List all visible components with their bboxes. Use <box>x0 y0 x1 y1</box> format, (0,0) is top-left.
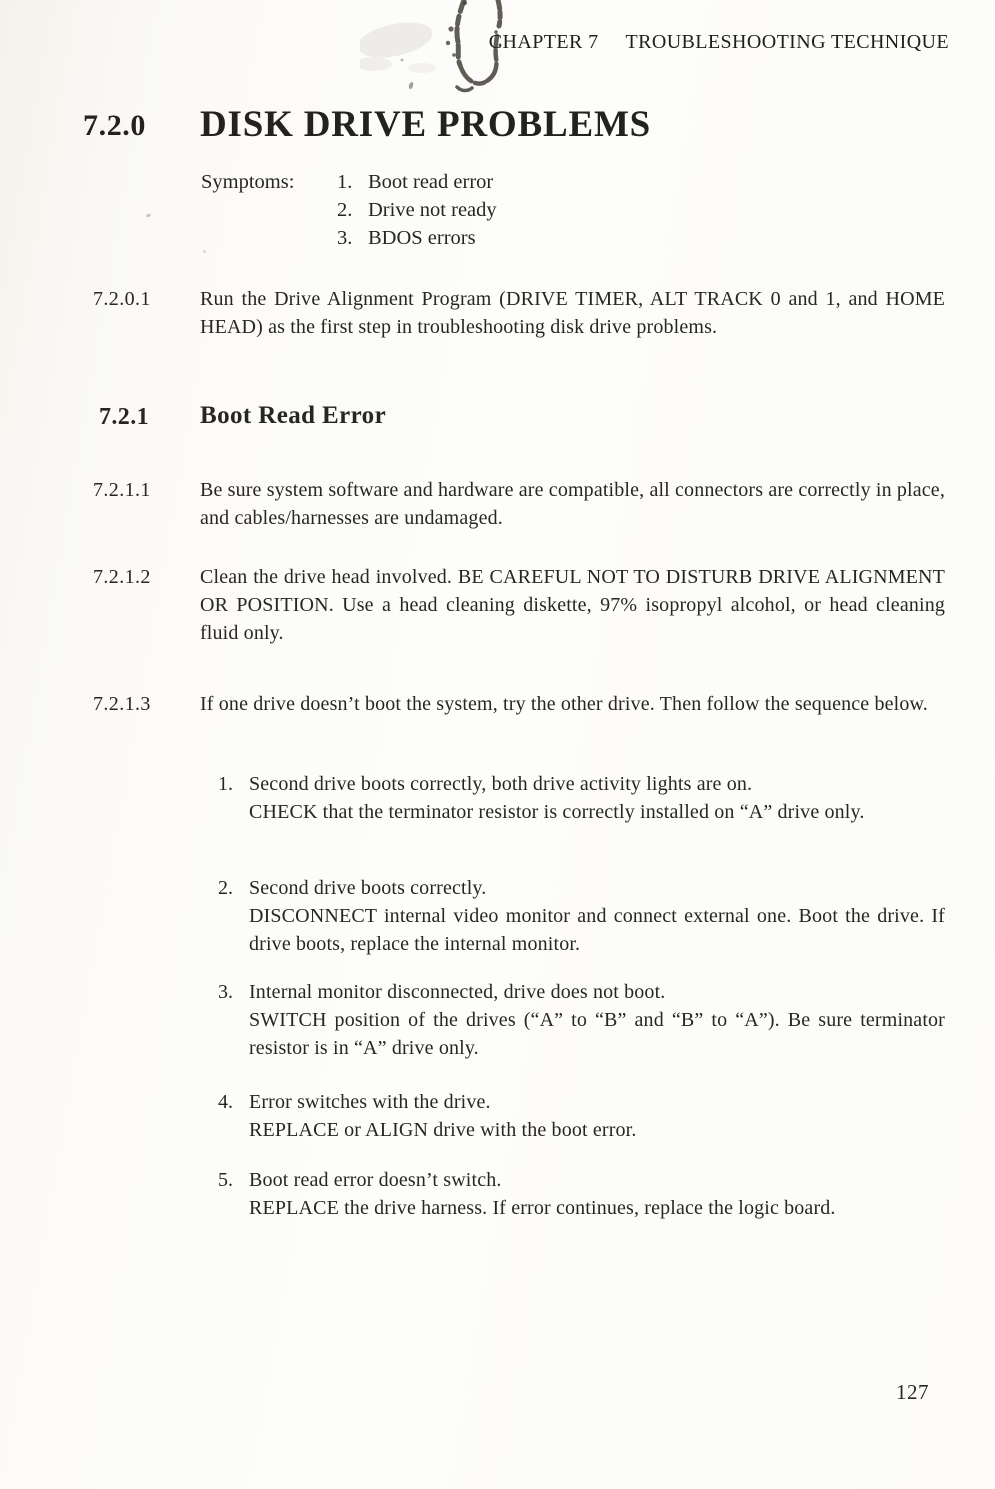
section-7201 <box>0 285 945 341</box>
step-number: 4. <box>218 1091 233 1113</box>
step-body <box>249 1088 945 1144</box>
chapter-label: CHAPTER 7 <box>488 31 599 53</box>
step-body <box>249 770 945 826</box>
step-symptom: Internal monitor disconnected, drive does not boot. <box>249 981 666 1003</box>
paper-speck <box>203 250 206 253</box>
page-number: 127 <box>896 1380 929 1404</box>
step-action: DISCONNECT internal video monitor and connect external one. Boot the drive. If drive boots, replace the internal monitor. <box>249 905 945 955</box>
symptoms-list <box>337 168 497 252</box>
section-text-7201: Run the Drive Alignment Program (DRIVE TIMER, ALT TRACK 0 and 1, and HOME HEAD) as the first step in troubleshooting disk drive problems. <box>200 288 945 338</box>
step-item-5 <box>218 1166 945 1222</box>
step-item-1 <box>218 770 945 826</box>
step-action: REPLACE or ALIGN drive with the boot error. <box>249 1119 637 1141</box>
step-number: 5. <box>218 1169 233 1191</box>
step-body <box>249 874 945 958</box>
step-action: CHECK that the terminator resistor is correctly installed on “A” drive only. <box>249 801 865 823</box>
step-number: 1. <box>218 773 233 795</box>
step-action: REPLACE the drive harness. If error continues, replace the logic board. <box>249 1197 836 1219</box>
section-number-7213: 7.2.1.3 <box>93 693 151 715</box>
step-body <box>249 978 945 1062</box>
symptom-text: BDOS errors <box>368 227 476 249</box>
symptoms-label: Symptoms: <box>201 171 295 193</box>
step-number: 3. <box>218 981 233 1003</box>
step-symptom: Second drive boots correctly, both drive activity lights are on. <box>249 773 753 795</box>
step-symptom: Error switches with the drive. <box>249 1091 491 1113</box>
section-7213 <box>0 690 945 718</box>
section-number-7212: 7.2.1.2 <box>93 566 151 588</box>
paper-speck <box>146 213 152 218</box>
step-symptom: Second drive boots correctly. <box>249 877 487 899</box>
step-item-4 <box>218 1088 945 1144</box>
section-number-720: 7.2.0 <box>83 109 146 142</box>
symptom-number: 3. <box>337 227 353 249</box>
section-721-heading <box>0 402 945 430</box>
section-number-7201: 7.2.0.1 <box>93 288 151 310</box>
symptom-text: Boot read error <box>368 171 494 193</box>
symptom-text: Drive not ready <box>368 199 497 221</box>
step-symptom: Boot read error doesn’t switch. <box>249 1169 502 1191</box>
running-header <box>489 31 949 54</box>
section-7212 <box>0 563 945 647</box>
step-item-2 <box>218 874 945 958</box>
smudge-marks <box>360 16 436 73</box>
section-7211 <box>0 476 945 532</box>
section-text-7211: Be sure system software and hardware are compatible, all connectors are correctly in place, and cables/harnesses are undamaged. <box>200 479 945 529</box>
symptom-number: 2. <box>337 199 353 221</box>
step-number: 2. <box>218 877 233 899</box>
symptom-number: 1. <box>337 171 353 193</box>
section-text-7213: If one drive doesn’t boot the system, try the other drive. Then follow the sequence below. <box>200 693 928 715</box>
section-number-7211: 7.2.1.1 <box>93 479 151 501</box>
symptom-item <box>337 224 497 252</box>
page-title: DISK DRIVE PROBLEMS <box>200 104 652 145</box>
step-item-3 <box>218 978 945 1062</box>
section-number-721: 7.2.1 <box>99 404 149 430</box>
symptom-item <box>337 196 497 224</box>
section-text-7212: Clean the drive head involved. BE CAREFUL NOT TO DISTURB DRIVE ALIGNMENT OR POSITION. Use a head cleaning diskette, 97% isopropyl alcohol, or head cleaning fluid only. <box>200 566 945 644</box>
step-action: SWITCH position of the drives (“A” to “B” and “B” to “A”). Be sure terminator resistor is in “A” drive only. <box>249 1009 945 1059</box>
chapter-title: TROUBLESHOOTING TECHNIQUE <box>625 31 949 53</box>
section-title-721: Boot Read Error <box>200 402 387 429</box>
symptom-item <box>337 168 497 196</box>
step-body <box>249 1166 945 1222</box>
